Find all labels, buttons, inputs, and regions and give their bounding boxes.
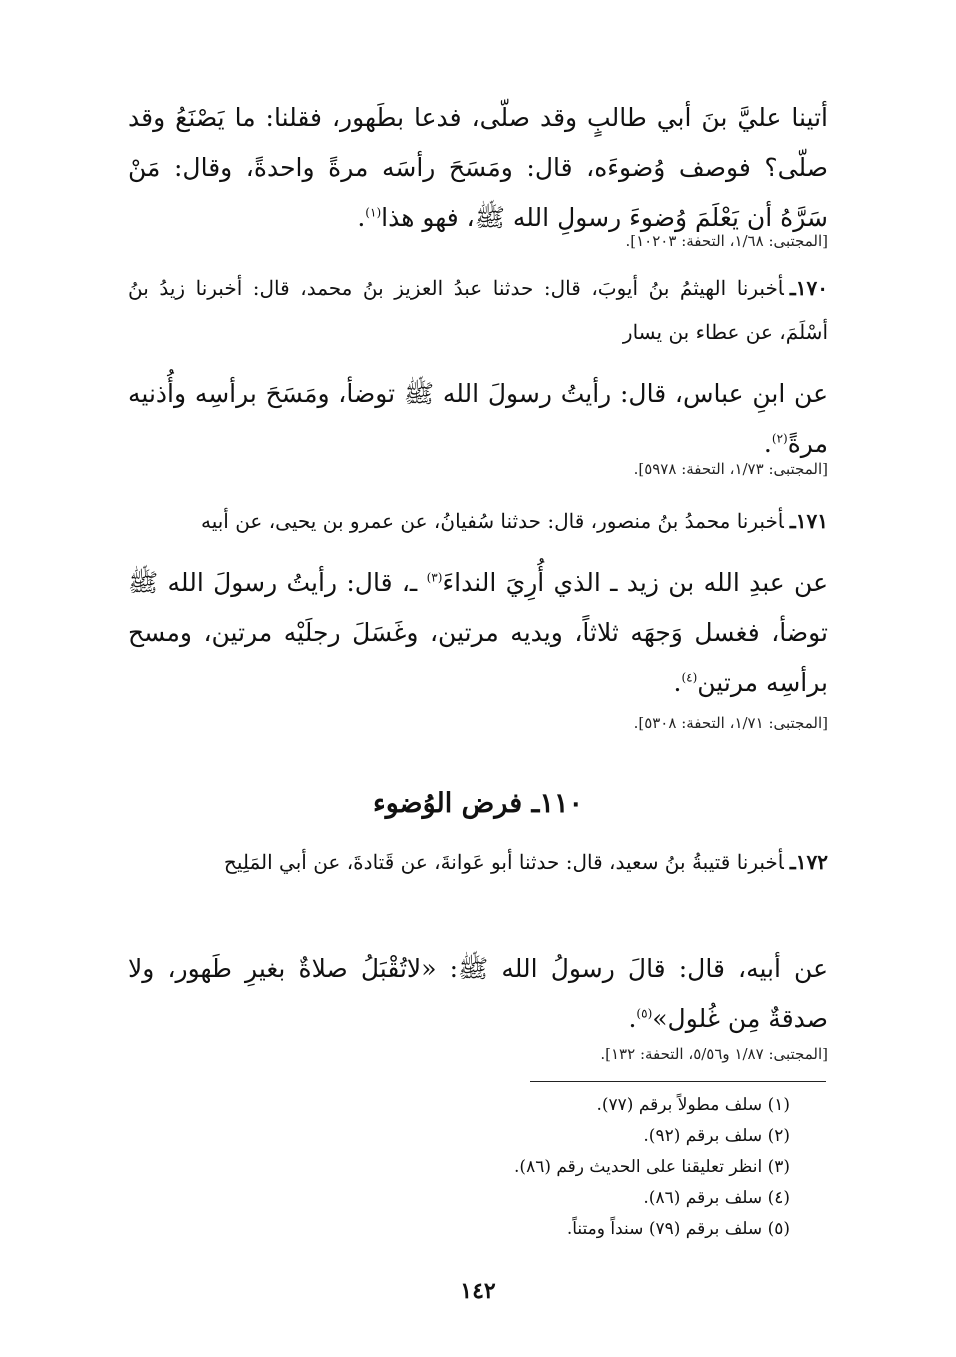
reference-text: [المجتبى: ١/٧١، التحفة: ٥٣٠٨]. — [633, 714, 828, 732]
hadith-number: ١٧١ـ — [789, 509, 828, 533]
hadith-text: أتينا عليَّ بنَ أبي طالبٍ وقد صلّى، فدعا بطَهور، فقلنا: ما يَصْنَعُ وقد صلّى؟ فوصف وُضوءَه، قال: ومَسَحَ رأسَه مرةً واحدةً، وقال: مَنْ سَرَّهُ أن يَعْلَمَ وُضوءَ رسولِ الله ﷺ، فهو هذا — [128, 103, 828, 232]
isnad-text: أخبرنا محمدُ بنُ منصور، قال: حدثنا سُفيانُ، عن عمرو بن يحيى، عن أبيه — [200, 509, 784, 533]
footnotes — [230, 1090, 790, 1245]
footnote-1: (١) سلف مطولاً برقم (٧٧). — [596, 1095, 790, 1115]
hadith-number: ١٧٠ـ — [789, 276, 828, 300]
hadith-text: عن عبدِ الله بن زيد ـ الذي أُرِيَ النداءَ — [442, 568, 828, 597]
chapter-heading: ١١٠ـ فرض الوُضوء — [373, 788, 583, 819]
footnote-5: (٥) سلف برقم (٧٩) سنداً ومتناً. — [566, 1219, 790, 1239]
hadith-end: . — [628, 1004, 637, 1033]
hadith-end: . — [357, 203, 366, 232]
hadith-text: عن ابنِ عباس، قال: رأيتُ رسولَ الله ﷺ توضأ، ومَسَحَ برأسِه وأُذنيه مرةً — [128, 379, 828, 458]
hadith-end: . — [673, 668, 682, 697]
hadith-text-169-matn — [128, 93, 828, 243]
isnad-text: أخبرنا قتيبةُ بنُ سعيد، قال: حدثنا أبو عَوانةَ، عن قَتادةَ، عن أبي المَلِيح — [223, 850, 784, 874]
hadith-number: ١٧٢ـ — [789, 850, 828, 874]
hadith-171-matn — [128, 558, 828, 708]
reference-line — [128, 229, 828, 253]
reference-line — [128, 1042, 828, 1066]
footnote-divider — [530, 1081, 826, 1082]
reference-line — [128, 457, 828, 481]
reference-text: [المجتبى: ١/٨٧ و٥/٥٦، التحفة: ١٣٢]. — [600, 1045, 828, 1063]
page-number: ١٤٢ — [460, 1278, 496, 1304]
hadith-170-matn — [128, 369, 828, 469]
footnote-4: (٤) سلف برقم (٨٦). — [643, 1188, 790, 1208]
isnad-text: أخبرنا الهيثمُ بنُ أيوبَ، قال: حدثنا عبدُ العزيز بنُ محمد، قال: أخبرنا زيدُ بنُ أسْلَمَ، عن عطاء بن يسار — [128, 276, 828, 344]
footnote-marker: (٢) — [771, 431, 788, 446]
hadith-172-isnad — [128, 840, 828, 884]
hadith-end: . — [763, 429, 772, 458]
reference-line — [128, 711, 828, 735]
hadith-text: عن أبيه، قال: قالَ رسولُ الله ﷺ: «لاتُقْبَلُ صلاةٌ بغيرِ طَهور، ولا صدقةٌ مِن غُلول» — [128, 954, 828, 1033]
hadith-170-isnad — [128, 266, 828, 354]
footnote-2: (٢) سلف برقم (٩٢). — [643, 1126, 790, 1146]
footnote-marker: (١) — [365, 205, 382, 220]
reference-text: [المجتبى: ١/٦٨، التحفة: ١٠٢٠٣]. — [625, 232, 828, 250]
footnote-marker: (٤) — [681, 670, 698, 685]
footnote-marker: (٣) — [426, 570, 443, 585]
hadith-text-continued: ـ، قال: رأيتُ رسولَ الله ﷺ توضأ، فغسل وَجهَه ثلاثاً، ويديه مرتين، وغَسَلَ رجلَيْه مرتين، ومسح برأسِه مرتين — [128, 568, 828, 697]
reference-text: [المجتبى: ١/٧٣، التحفة: ٥٩٧٨]. — [633, 460, 828, 478]
footnote-marker: (٥) — [636, 1006, 653, 1021]
hadith-171-isnad — [128, 499, 828, 543]
footnote-3: (٣) انظر تعليقنا على الحديث رقم (٨٦). — [514, 1157, 790, 1177]
hadith-172-matn — [128, 944, 828, 1044]
